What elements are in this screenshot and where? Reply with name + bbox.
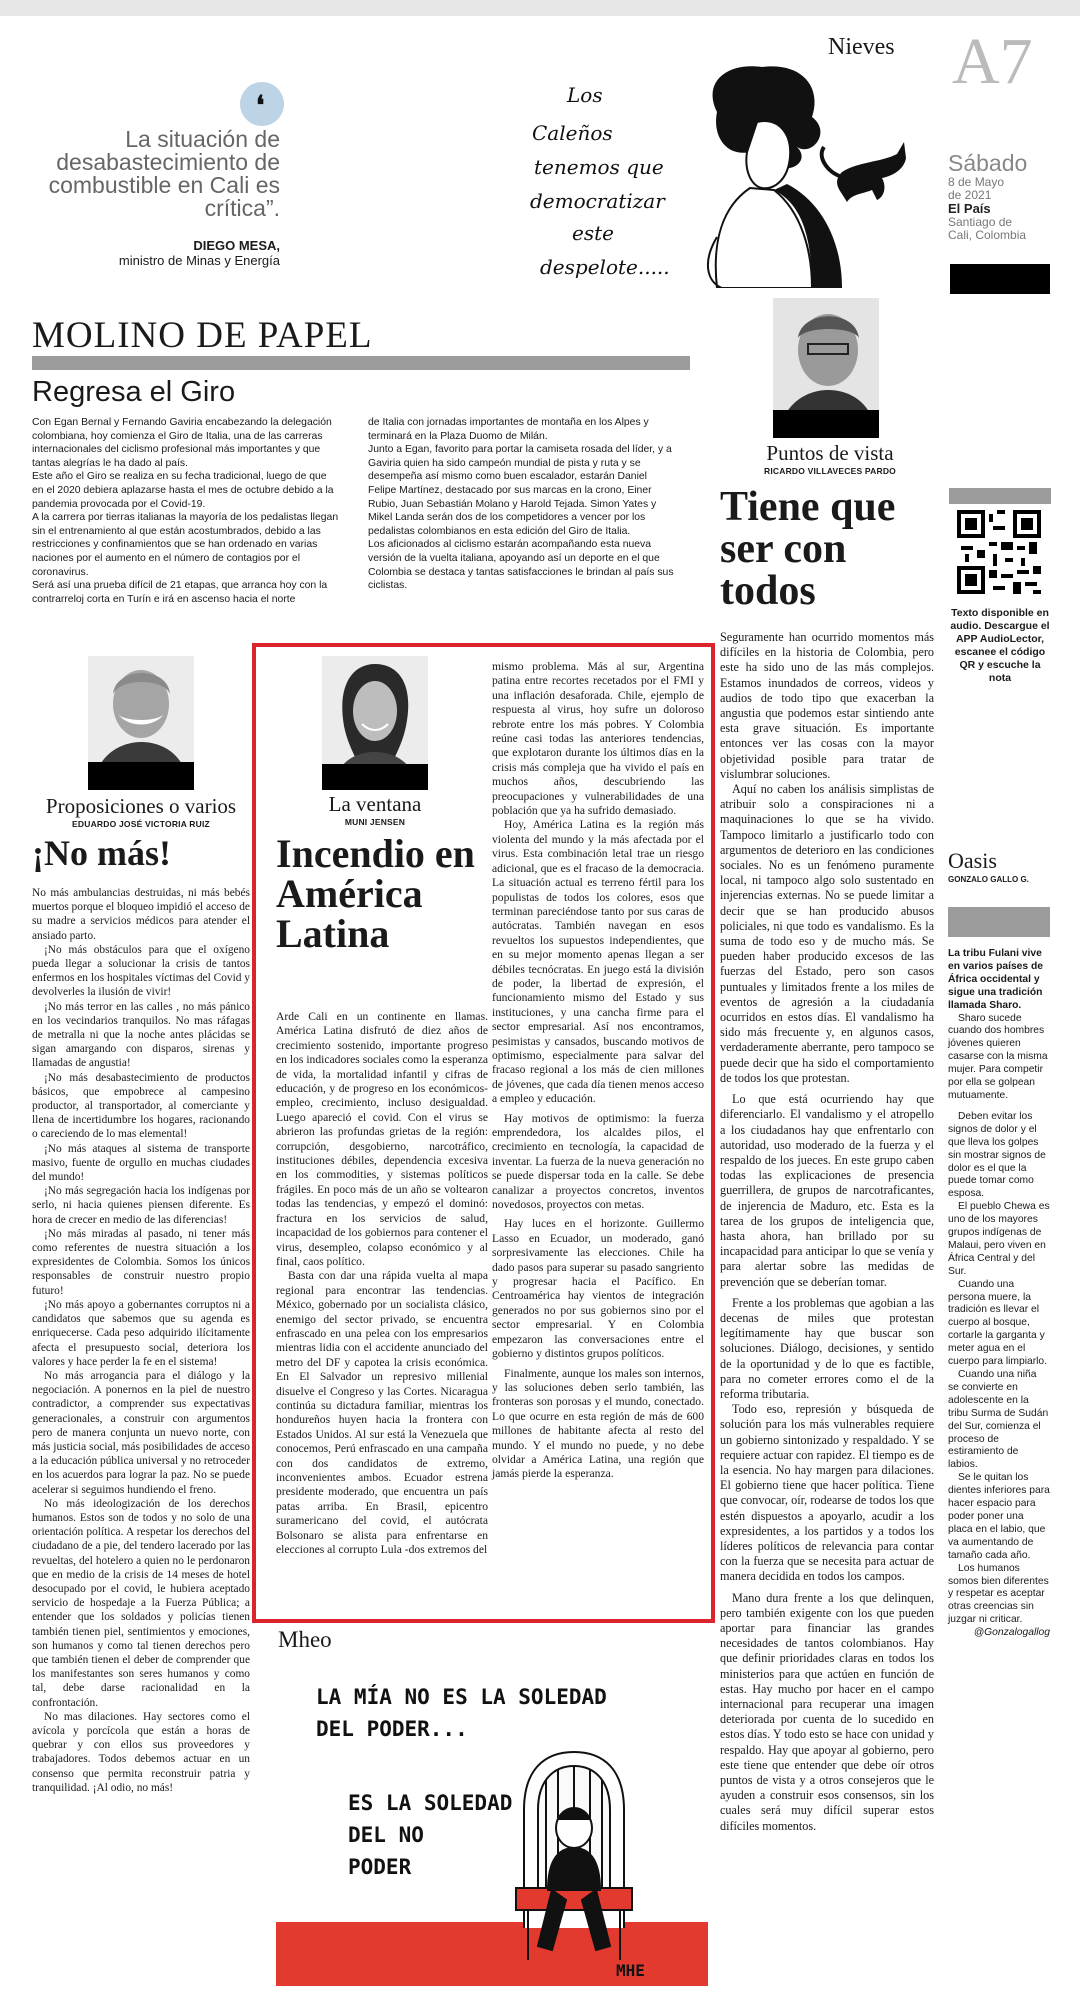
paragraph: ¡No más apoyo a gobernantes corruptos ni a candidatos que sabemos que su agenda es enriquecerse. Cada peso adquirido ilícitamente afecta el presupuesto social, deteriora los valores y hace perder la fe en el sistema! (32, 1298, 250, 1368)
quote-icon: ❛ (256, 90, 265, 120)
paragraph: Cuando una persona muere, la tradición es llevar el cuerpo al bosque, cortarle la garganta y meter agua en el cuerpo para limpiarlo. (948, 1278, 1048, 1368)
paragraph: La tribu Fulani vive en varios países de África occidental y sigue una tradición llamada Sharo. (948, 948, 1044, 1011)
paragraph: Cuando una niña se convierte en adolescente en la tribu Surma de Sudán del Sur, comienza el proceso de estiramiento de labios. (948, 1369, 1049, 1471)
cartoon-line: Caleños (532, 121, 613, 145)
date-block (948, 176, 1058, 242)
cartoon-line: democratizar (530, 189, 665, 213)
paragraph: Los humanos somos bien diferentes y respetar es aceptar otras creencias sin juzgar ni criticar. (948, 1562, 1049, 1626)
column-headline: Tiene que ser con todos (720, 484, 896, 614)
speech-line: LA MÍA NO ES LA SOLEDAD (316, 1685, 607, 1709)
author-photo-villaveces (773, 298, 879, 438)
paragraph: Se le quitan los dientes inferiores para hacer espacio para poder poner una placa en el labio, que va aumentando de tamaño cada año. (948, 1472, 1050, 1561)
paragraph: No más ideologización de los derechos humanos. Estos son de todos y no solo de una orientación política. A respetar los derechos del ciudadano de a pie, del tendero lacerado por las revueltas, del hotelero a quien no le perdonaron que en medio de la crisis de 14 meses de hotel desocupado por el covid, le hubiera aceptado servicio de hospedaje a la Fuerza Pública; a entender que los soldados y policías tienen también tienen piel, sentimientos y emociones, son humanos y como tal tienen derechos pero que también tienen el deber de comprender que los manifestantes son seres humanos y como tal, debe darse racionalidad en la confrontación. (32, 1497, 250, 1709)
cat-icon (822, 142, 906, 202)
paragraph: Todo eso, represión y búsqueda de solución para los más vulnerables requiere un gobierno sintonizado y respaldado. Y se requiere actuar con rapidez. El tiempo es de la esencia. No hay margen para dilaciones. El gobierno tiene que hacer política. Tiene que convocar, oír, rodearse de todos los que estén dispuestos a apoyarlo, acudir a los expresidentes, a los partidos y a todos los líderes políticos de relevancia para contar con la fuerza que se necesita para actuar de manera decidida en todos los campos. (720, 1402, 934, 1584)
paragraph: Basta con dar una rápida vuelta al mapa regional para encontrar las tendencias. México, gobernado por un socialista clásico, enemigo del sector privado, se encuentra enfrascado en una pelea con los empresarios mientras lidia con el accidente anunciado del metro del DF y capotea la crisis económica. En El Salvador un represivo millenial disuelve el Congreso y las Cortes. Nicaragua continúa su dictadura familiar, mientras los hondureños huyen hacia la frontera con Estados Unidos. Al sur está la Venezuela que conocemos, Perú enfrascado en una campaña con dos candidatos de extremo, inconvenientes ambos. Ecuador estrena presidente moderado, que encuentra un país patas arriba. En Brasil, epicentro suramericano del covid, el autócrata Bolsonaro se alista para enfrentarse en elecciones al corrupto Lula -dos extremos del (276, 1269, 488, 1557)
speech-line: DEL PODER... (316, 1717, 468, 1741)
paragraph: Este año el Giro se realiza en su fecha tradicional, luego de que en el 2020 debiera aplazarse hasta el mes de octubre debido a la pandemia provocada por el Covid-19. (32, 471, 334, 510)
page-number: A7 (952, 25, 1033, 98)
column-body-puntos (720, 630, 934, 1834)
date-weekday: Sábado (948, 150, 1028, 176)
speech-line: PODER (348, 1855, 412, 1879)
paragraph: Sharo sucede cuando dos hombres jóvenes quieren casarse con la misma mujer. Para competir por ella se golpean mutuamente. (948, 1012, 1048, 1101)
paragraph: Finalmente, aunque los males son internos, y las soluciones deben serlo también, las fronteras son porosas y el mundo, conectado. Lo que ocurre en esta región de más de 600 millones de habitante afecta al resto del mundo. Y el mundo no puede, y no debe olvidar a América Latina, una región que jamás pierde la esperanza. (492, 1366, 704, 1481)
paragraph: Junto a Egan, favorito para portar la camiseta rosada del líder, y a Gaviria quien ha sido campeón mundial de pista y ruta y se desempeña así mismo como buen escalador, estarán Daniel Felipe Martínez, destacado por sus marcas en la crono, Einer Rubio, Juan Sebastián Molano y Harold Tejada. Simon Yates y Mikel Landa serán dos de los competidores a vencer por los pedalistas colombianos en esta edición del Giro de Italia. (368, 444, 672, 537)
section-divider (32, 356, 690, 370)
paragraph: Aquí no caben los análisis simplistas de atribuir solo a conspiraciones ni a maquinaciones lo que se ha vivido. Tampoco limitarlo a justificarlo todo con argumentos de deterioro en las condiciones sociales. No es un fenómeno puramente local, ni tampoco algo solo sustentado en injerencias externas. No se puede limitar a decir que se han producido abusos policiales, ni que todo es vandalismo. Es la suma de todo eso y de mucho más. Se pueden haber producido excesos de las fuerzas del Estado, pero son casos puntuales y limitados frente a los miles de eventos de agresión a la ciudadanía ocurridos en estos días. El vandalismo ha sido más frecuente y, en algunos casos, verdaderamente aberrante, pero tampoco se puede decir que ha sido el comportamiento de todos los que protestan. (720, 782, 934, 1085)
column-author: EDUARDO JOSÉ VICTORIA RUIZ (72, 819, 210, 829)
paragraph: de Italia con jornadas importantes de montaña en los Alpes y terminará en la Plaza Duomo de Milán. (368, 417, 649, 442)
cartoon-line: este (572, 221, 614, 245)
column-author: MUNI JENSEN (344, 817, 406, 827)
paragraph: Hay motivos de optimismo: la fuerza emprendedora, los alcaldes pilos, el crecimiento en tecnología, la capacidad de inventar. La fuerza de la nueva generación no se puede dispersar toda en la calle. Se debe canalizar a proyectos concretos, inventos novedosos, proyectos con metas. (492, 1111, 704, 1212)
paragraph: Deben evitar los signos de dolor y el que lleva los golpes sin mostrar signos de dolor es el que la puede tomar como esposa. (948, 1110, 1046, 1200)
column-headline: ¡No más! (32, 833, 171, 873)
paragraph: Con Egan Bernal y Fernando Gaviria encabezando la delegación colombiana, hoy comienza el Giro de Italia, una de las carreras internacionales del ciclismo profesional más importantes y que tantas alegrías le ha dado al país. (32, 417, 332, 469)
paragraph: ¡No más desabastecimiento de productos básicos, que empobrece al campesino productor, al transportador, al comerciante y llena de incertidumbre los hogares, racionando o careciendo de lo mas elemental! (32, 1071, 250, 1141)
date-text: 8 de Mayo de 2021 (948, 175, 1005, 202)
author-photo-victoria (88, 656, 194, 790)
section-title: MOLINO DE PAPEL (32, 315, 373, 356)
redacted-box (950, 264, 1050, 294)
quote-author-role: ministro de Minas y Energía (118, 253, 280, 268)
qr-code-icon[interactable] (957, 510, 1041, 594)
paragraph: Los aficionados al ciclismo estarán acompañando esta nueva versión de la vuelta italiana, apoyando así un deporte en el que Colombia se destaca y tantas satisfacciones le brindan al país sus ciclistas. (368, 539, 674, 592)
cartoon-line: despelote..... (540, 255, 670, 279)
mheo-cartoon (276, 1660, 708, 1986)
column-body-oasis (948, 948, 1050, 1640)
paragraph: ¡No más terror en las calles , no más pánico en los vecindarios tranquilos. No mas ráfagas de metralla ni que la noche antes plácidas se sigan amargando con disparos, sirenas y llamadas de angustia! (32, 1000, 250, 1070)
column-body-proposiciones (32, 886, 250, 1795)
cartoon-line: tenemos que (534, 155, 664, 179)
newspaper-name: El País (948, 201, 991, 216)
cartoon-section-label: Mheo (278, 1627, 332, 1652)
editorial-column-2 (368, 416, 676, 593)
paragraph: El pueblo Chewa es uno de los mayores grupos indígenas de Malaui, pero viven en África Central y del Sur. (948, 1201, 1050, 1277)
column-author: RICARDO VILLAVECES PARDO (764, 466, 896, 476)
paragraph: Frente a los problemas que agobian a las decenas de miles que protestan legítimamente hay que buscar son soluciones. Diálogo, decisiones, y sentido de la oportunidad y de lo que es factible, para no cometer errores como el de la reforma tributaria. (720, 1295, 934, 1401)
top-strip (0, 0, 1080, 16)
paragraph: A la carrera por tierras italianas la mayoría de los pedalistas llegan sin el entrenamiento al que están acostumbrados, debido a las restricciones y confinamientos que se han ordenado en varias naciones por el aumento en el número de contagios por el coronavirus. (32, 512, 339, 578)
paragraph: Será así una prueba difícil de 21 etapas, que arranca hoy con la contrarreloj corta en Turín e irá en ascenso hacia el norte (32, 580, 328, 605)
speech-line: ES LA SOLEDAD (348, 1791, 513, 1815)
oasis-divider (948, 907, 1050, 937)
editorial-column-1 (32, 416, 340, 606)
paragraph: Hay luces en el horizonte. Guillermo Lasso en Ecuador, un moderado, ganó sorpresivamente las elecciones. Chile ha dado pasos para superar su pasado sangriento y progresar hacia el Pacífico. En Centroamérica hay vientos de integración generados no por sus gobiernos sino por el sector empresarial. Y en Colombia empezaron las conversaciones entre el gobierno y distintos grupos políticos. (492, 1217, 704, 1361)
column-name: Puntos de vista (766, 441, 894, 465)
author-signature: @Gonzalogallog (973, 1627, 1050, 1639)
column-body-ventana-1 (276, 1010, 488, 1557)
editorial-title: Regresa el Giro (32, 376, 236, 408)
quote-text: La situación de desabastecimiento de combustible en Cali es crítica”. (48, 126, 280, 221)
column-author: GONZALO GALLO G. (948, 875, 1029, 884)
column-name: Proposiciones o varios (45, 794, 237, 818)
dateline-place: Santiago de Cali, Colombia (948, 215, 1027, 242)
paragraph: ¡No más ataques al sistema de transporte masivo, fuente de orgullo en muchas ciudades del mundo! (32, 1142, 250, 1184)
paragraph: Hoy, América Latina es la región más violenta del mundo y la más afectada por el virus. Esta combinación letal trae un riesgo adicional, que es el fracaso de la democracia. La situación actual es terreno fértil para los populistas de todos los colores, esos que terminan pareciéndose tanto por sus caras de autócratas. También navegan en esos revueltos los supuestos independientes, que en su mejor momento apenas llegan a ser débiles tecnócratas. En juego está la división de poder, la libertad de expresión, el funcionamiento mismo del Estado y sus instituciones, y una cancha firme para el sector empresarial. Así nos encontramos, pesimistas y cansados, buscando motivos de optimismo, especialmente para salvar del fracaso regional a los más de cien millones de jóvenes, que cada día tienen menos acceso a empleo y educación. (492, 818, 704, 1106)
column-body-ventana-2 (492, 660, 704, 1482)
qr-header-bar (949, 488, 1051, 504)
cartoon-section-label: Nieves (828, 34, 895, 60)
paragraph: Mano dura frente a los que delinquen, pero también exigente con los que pueden aportar para financiar las grandes necesidades de tantos colombianos. Hay que definir prioridades claras en todos los ministerios para que actúen en función de estas. Hay mucho por hacer en el campo internacional para recuperar una imagen deteriorada por cuenta de lo sucedido en estos días. Y todo esto se hace con unidad y respaldo. Hay que apoyar al gobierno, pero este tiene que entender que debe oír otros puntos de vista y a otros consejeros que le ayuden a construir esos consensos, sin los cuales será muy difícil superar estos difíciles momentos. (720, 1590, 934, 1833)
paragraph: mismo problema. Más al sur, Argentina patina entre recortes recetados por el FMI y una inflación desaforada. Chile, ejemplo de respuesta al virus, hoy sufre un doloroso rebrote entre los más pobres. Y Colombia reúne casi todas las anteriores tendencias, que explotaron durante los últimos días en la crisis más compleja que ha vivido el país en muchos años, descubriendo las preocupaciones y vulnerabilidades de una población que ya ha sufrido demasiado. (492, 660, 704, 818)
column-headline: Incendio en América Latina (276, 831, 475, 956)
column-name: La ventana (328, 792, 422, 816)
paragraph: No mas dilaciones. Hay sectores como el avícola y porcícola que están a horas de quebrar y con ellos sus proveedores y trabajadores. Todos debemos actuar en un consenso que permita reconstruir patria y tranquilidad. ¡Al odio, no más! (32, 1710, 250, 1794)
audio-note: Texto disponible en audio. Descargue el APP AudioLector, escanee el código QR y escuche la nota (950, 607, 1050, 684)
woman-figure-icon (708, 66, 842, 288)
cartoon-line: Los (567, 83, 603, 107)
paragraph: Arde Cali en un continente en llamas. América Latina disfrutó de diez años de crecimiento sostenido, importante progreso en los indicadores sociales como la esperanza de vida, la mortalidad infantil y cifras de educación, y de progreso en los económicos- empleo, crecimiento, incluso desigualdad. Luego apareció el covid. Con el virus se abrieron las profundas grietas de la región: corrupción, desgobierno, narcotráfico, instituciones débiles, dependencia excesiva en los commodities, y sistemas políticos frágiles. En poco más de un año se voltearon todas las tendencias, y empezó el dominó: fractura en los servicios de salud, incapacidad de los gobiernos para contener el virus, desempleo, colapso económico y al final, caos político. (276, 1010, 488, 1268)
author-photo-jensen (322, 656, 428, 790)
quote-attribution (60, 238, 280, 268)
paragraph: ¡No más segregación hacia los indígenas por serlo, ni hacia quienes piensen diferente. Es hora de crecer en medio de las diferencias! (32, 1185, 250, 1226)
paragraph: ¡No más obstáculos para que el oxígeno pueda llegar a solucionar la crisis de tantos enfermos en los hospitales víctimas del Covid y devolverles la ilusión de vivir! (32, 943, 250, 999)
paragraph: Lo que está ocurriendo hay que diferenciarlo. El vandalismo y el atropello a los ciudadanos hay que enfrentarlo con autoridad, uso moderado de la fuerza y el respaldo de los jueces. En este grupo caben todas las explicaciones de presencia guerrillera, de grupos de narcotraficantes, de injerencia de Maduro, etc. Esta es la tarea de los grupos de inteligencia que, hasta ahora, han brillado por su incapacidad para anticipar lo que se venía y para alertar sobre las medidas de prevención que se deberían tomar. (720, 1092, 934, 1289)
speech-line: DEL NO (348, 1823, 424, 1847)
paragraph: Seguramente han ocurrido momentos más difíciles en la historia de Colombia, pero este ha sido uno de las más complejos. Estamos inundados de correos, videos y audios de todo tipo que exacerban la angustia que podemos estar sintiendo ante esta grave situación. Es importante entonces ver las cosas con la mayor objetividad posible para tratar de vislumbrar soluciones. (720, 630, 934, 781)
cartoonist-signature: MHE (616, 1961, 645, 1980)
paragraph: No más arrogancia para el diálogo y la negociación. A ponernos en la piel de nuestro contradictor, a comprender sus expectativas generacionales, a construir con argumentos pero de manera conjunta un nuevo norte, con más justicia social, más posibilidades de acceso a la educación pública universal y no retroceder en los acuerdos para lograr la paz. No se puede acelerar si seguimos hundiendo el freno. (32, 1369, 250, 1496)
column-name: Oasis (948, 848, 997, 873)
quote-author: DIEGO MESA, (193, 238, 280, 253)
paragraph: No más ambulancias destruidas, ni más bebés muertos porque el bloqueo impidió el acceso de su madre a servicios médicos para atender el ansiado parto. (32, 887, 250, 942)
paragraph: ¡No más miradas al pasado, ni tener más como referentes de nuestra situación a los expresidentes de Colombia. Somos los únicos responsables de construir nuestro propio futuro! (32, 1227, 250, 1297)
nieves-cartoon (512, 62, 908, 288)
